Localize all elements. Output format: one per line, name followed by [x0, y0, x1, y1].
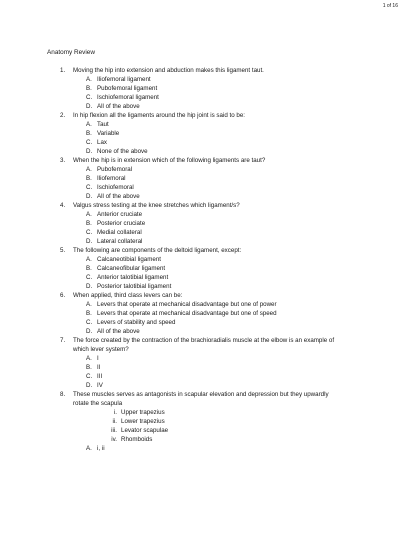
option-text: All of the above	[97, 193, 140, 200]
document-title: Anatomy Review	[47, 49, 95, 56]
answer-options	[60, 75, 380, 111]
answer-option	[86, 381, 380, 390]
question-text: The following are components of the deltoid ligament, except:	[73, 247, 242, 254]
option-letter: B.	[86, 85, 92, 92]
option-letter: C.	[86, 319, 93, 326]
option-text: II	[97, 364, 101, 371]
answer-option	[86, 327, 380, 336]
answer-option	[86, 138, 380, 147]
page-number: 1 of 16	[382, 3, 398, 9]
answer-option	[86, 102, 380, 111]
question-text: The force created by the contraction of the brachioradialis muscle at the elbow is an example of	[73, 337, 335, 344]
roman-item-text: Levator scapulae	[121, 427, 169, 434]
question-number: 1.	[60, 67, 66, 74]
option-text: Iliofemoral ligament	[97, 76, 151, 83]
option-text: All of the above	[97, 103, 140, 110]
question-number: 8.	[60, 391, 66, 398]
answer-option	[86, 300, 380, 309]
question-text-continued: which lever system?	[73, 346, 129, 353]
answer-option	[86, 120, 380, 129]
question-5	[60, 246, 380, 291]
option-text: All of the above	[97, 328, 140, 335]
answer-option	[86, 147, 380, 156]
question-text: In hip flexion all the ligaments around the hip joint is said to be:	[73, 112, 245, 119]
question-stem	[60, 111, 380, 120]
option-letter: A.	[86, 121, 92, 128]
answer-option	[86, 273, 380, 282]
roman-item	[107, 426, 380, 435]
option-text: Anterior talotibial ligament	[97, 274, 169, 281]
option-letter: C.	[86, 139, 93, 146]
question-number: 6.	[60, 292, 66, 299]
option-text: Lax	[97, 139, 107, 146]
answer-option	[86, 282, 380, 291]
option-text: Variable	[97, 130, 120, 137]
option-text: Iliofemoral	[97, 175, 126, 182]
answer-option	[86, 174, 380, 183]
question-stem	[60, 291, 380, 300]
option-letter: C.	[86, 229, 93, 236]
question-number: 2.	[60, 112, 66, 119]
question-8	[60, 390, 380, 453]
question-stem	[60, 390, 380, 399]
option-text: Ischiofemoral	[97, 184, 134, 191]
option-letter: D.	[86, 382, 93, 389]
question-text: Moving the hip into extension and abduction makes this ligament taut.	[73, 67, 264, 74]
answer-option	[86, 93, 380, 102]
answer-option	[86, 165, 380, 174]
answer-option	[86, 318, 380, 327]
option-letter: A.	[86, 301, 92, 308]
roman-numeral-list	[60, 408, 380, 444]
answer-options	[60, 120, 380, 156]
answer-option	[86, 192, 380, 201]
option-text: Levers of stability and speed	[97, 319, 176, 326]
option-letter: A.	[86, 445, 92, 452]
roman-item	[107, 435, 380, 444]
question-3	[60, 156, 380, 201]
option-letter: A.	[86, 166, 92, 173]
option-text: Pubofemoral ligament	[97, 85, 158, 92]
question-stem	[60, 246, 380, 255]
option-letter: D.	[86, 193, 93, 200]
option-letter: B.	[86, 310, 92, 317]
option-letter: C.	[86, 184, 93, 191]
option-letter: D.	[86, 328, 93, 335]
option-text: III	[97, 373, 103, 380]
answer-options	[60, 210, 380, 246]
roman-item-text: Upper trapezius	[121, 409, 165, 416]
option-letter: B.	[86, 220, 92, 227]
option-letter: B.	[86, 364, 92, 371]
question-number: 3.	[60, 157, 66, 164]
question-text-continued: rotate the scapula	[73, 400, 123, 407]
question-stem	[60, 156, 380, 165]
question-stem	[60, 66, 380, 75]
option-text: IV	[97, 382, 103, 389]
option-text: Posterior talotibial ligament	[97, 283, 172, 290]
question-number: 4.	[60, 202, 66, 209]
roman-item-text: Lower trapezius	[121, 418, 165, 425]
option-text: Calcaneotibial ligament	[97, 256, 161, 263]
answer-option	[86, 84, 380, 93]
option-text: Lateral collateral	[97, 238, 143, 245]
answer-option	[86, 75, 380, 84]
option-letter: C.	[86, 373, 93, 380]
answer-option	[86, 372, 380, 381]
roman-numeral: ii.	[112, 418, 117, 425]
answer-option	[86, 363, 380, 372]
option-text: Posterior cruciate	[97, 220, 146, 227]
roman-item	[107, 408, 380, 417]
answer-option	[86, 444, 380, 453]
option-text: Anterior cruciate	[97, 211, 143, 218]
answer-option	[86, 183, 380, 192]
roman-numeral: iv.	[111, 436, 117, 443]
option-letter: D.	[86, 148, 93, 155]
option-text: Calcaneofibular ligament	[97, 265, 166, 272]
answer-options	[60, 255, 380, 291]
option-text: Ischiofemoral ligament	[97, 94, 159, 101]
answer-option	[86, 237, 380, 246]
question-6	[60, 291, 380, 336]
question-2	[60, 111, 380, 156]
option-letter: C.	[86, 274, 93, 281]
answer-option	[86, 228, 380, 237]
question-text: These muscles serves as antagonists in scapular elevation and depression but they upwardly	[73, 391, 329, 398]
answer-options	[60, 165, 380, 201]
question-text: When applied, third class levers can be:	[73, 292, 183, 299]
option-letter: B.	[86, 175, 92, 182]
question-text: Valgus stress testing at the knee stretches which ligament/s?	[73, 202, 240, 209]
option-letter: B.	[86, 265, 92, 272]
answer-option	[86, 219, 380, 228]
roman-item-text: Rhomboids	[121, 436, 153, 443]
option-letter: C.	[86, 94, 93, 101]
answer-option	[86, 129, 380, 138]
option-letter: A.	[86, 355, 92, 362]
option-text: Taut	[97, 121, 109, 128]
answer-option	[86, 264, 380, 273]
roman-numeral: iii.	[111, 427, 117, 434]
question-number: 7.	[60, 337, 66, 344]
question-1	[60, 66, 380, 111]
question-7	[60, 336, 380, 390]
option-letter: A.	[86, 76, 92, 83]
answer-option	[86, 354, 380, 363]
answer-option	[86, 210, 380, 219]
question-list	[60, 66, 380, 453]
roman-item	[107, 417, 380, 426]
question-text: When the hip is in extension which of the following ligaments are taut?	[73, 157, 266, 164]
question-4	[60, 201, 380, 246]
option-letter: A.	[86, 256, 92, 263]
question-number: 5.	[60, 247, 66, 254]
option-letter: D.	[86, 103, 93, 110]
option-text: I	[97, 355, 99, 362]
option-text: Levers that operate at mechanical disadvantage but one of speed	[97, 310, 277, 317]
option-text: i, ii	[97, 445, 105, 452]
option-letter: B.	[86, 130, 92, 137]
option-text: Pubofemoral	[97, 166, 133, 173]
answer-options	[60, 444, 380, 453]
option-text: None of the above	[97, 148, 148, 155]
option-text: Medial collateral	[97, 229, 142, 236]
answer-options	[60, 300, 380, 336]
answer-options	[60, 354, 380, 390]
answer-option	[86, 309, 380, 318]
question-stem	[60, 201, 380, 210]
option-letter: A.	[86, 211, 92, 218]
answer-option	[86, 255, 380, 264]
option-letter: D.	[86, 283, 93, 290]
option-text: Levers that operate at mechanical disadvantage but one of power	[97, 301, 277, 308]
option-letter: D.	[86, 238, 93, 245]
question-stem	[60, 336, 380, 345]
roman-numeral: i.	[113, 409, 117, 416]
